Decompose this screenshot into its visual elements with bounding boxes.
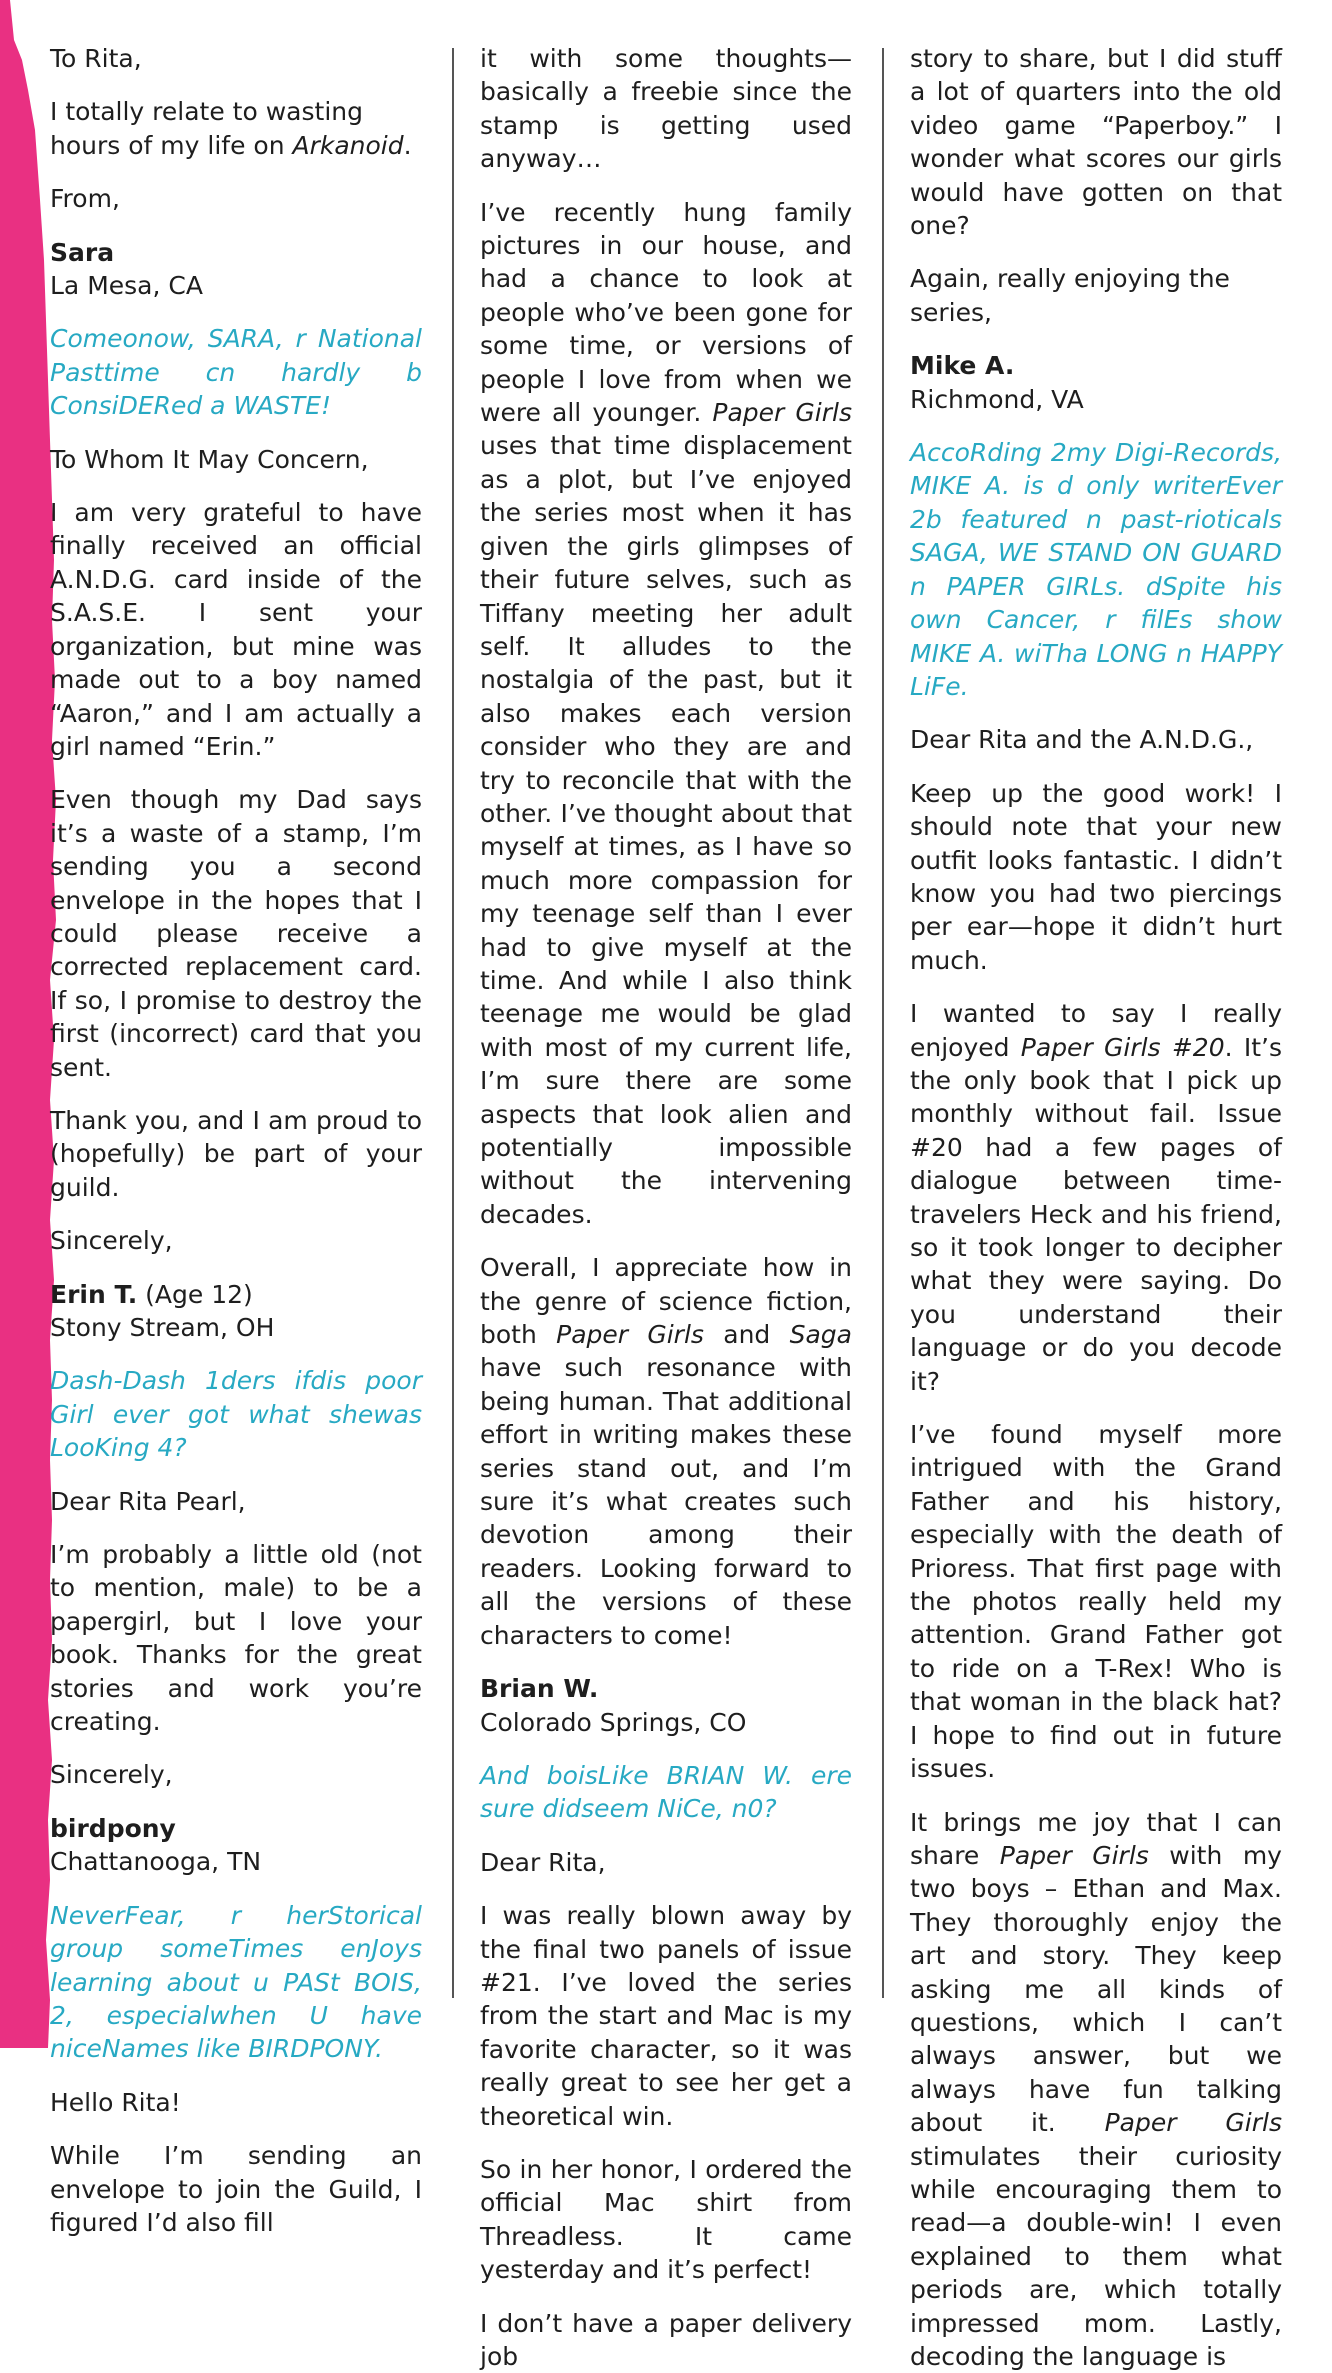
- author-line: [50, 1278, 422, 1311]
- salutation: Dear Rita Pearl,: [50, 1485, 422, 1518]
- signature: [50, 236, 422, 303]
- letter-paragraph: it with some thoughts—basically a freebie since the stamp is getting used anyway…: [480, 42, 852, 176]
- closing: From,: [50, 182, 422, 215]
- reply-text: NeverFear, r herStorical group someTimes enJoys learning about u PASt BOIS, 2, especialwhen U have niceNames like BIRDPONY.: [50, 1899, 422, 2066]
- letter-paragraph: It brings me joy that I can share Paper Girls with my two boys – Ethan and Max. They thoroughly enjoy the art and story. They keep asking me all kinds of questions, which I can’t always answer, but we always have fun talking about it. Paper Girls stimulates their curiosity while encouraging them to read—a double-win! I even explained to them what periods are, which totally impressed mom. Lastly, decoding the language is: [910, 1806, 1282, 2373]
- letter-paragraph: Thank you, and I am proud to (hopefully) be part of your guild.: [50, 1104, 422, 1204]
- salutation: Hello Rita!: [50, 2086, 422, 2119]
- letter-paragraph: Keep up the good work! I should note that your new outfit looks fantastic. I didn’t know you had two piercings per ear—hope it didn’t hurt much.: [910, 777, 1282, 977]
- author-name: birdpony: [50, 1812, 422, 1845]
- letter-paragraph: I’ve recently hung family pictures in our house, and had a chance to look at people who’ve been gone for some time, or versions of people I love from when we were all younger. Paper Girls uses that time displacement as a plot, but I’ve enjoyed the series most when it has given the girls glimpses of their future selves, such as Tiffany meeting her adult self. It alludes to the nostalgia of the past, but it also makes each version consider who they are and try to reconcile that with the other. I’ve thought about that myself at times, as I have so much more compassion for my teenage self than I ever had to give myself at the time. And while I also think teenage me would be glad with most of my current life, I’m sure there are some aspects that look alien and potentially impossible without the intervening decades.: [480, 196, 852, 1232]
- reply-text: Comeonow, SARA, r National Pasttime cn hardly b ConsiDERed a WASTE!: [50, 322, 422, 422]
- column-divider-left: [452, 48, 454, 1998]
- author-location: La Mesa, CA: [50, 269, 422, 302]
- letter-paragraph: I’ve found myself more intrigued with the Grand Father and his history, especially with the death of Prioress. That first page with the photos really held my attention. Grand Father got to ride on a T-Rex! Who is that woman in the black hat? I hope to find out in future issues.: [910, 1418, 1282, 1785]
- reply-text: And boisLike BRIAN W. ere sure didseem NiCe, n0?: [480, 1759, 852, 1826]
- letter-paragraph: Even though my Dad says it’s a waste of a stamp, I’m sending you a second envelope in the hopes that I could please receive a corrected replacement card. If so, I promise to destroy the first (incorrect) card that you sent.: [50, 783, 422, 1084]
- letter-paragraph: I don’t have a paper delivery job: [480, 2307, 852, 2373]
- column-3: [910, 42, 1282, 2373]
- letter-paragraph: I am very grateful to have finally received an official A.N.D.G. card inside of the S.A.S.E. I sent your organization, but mine was made out to a boy named “Aaron,” and I am actually a girl named “Erin.”: [50, 496, 422, 763]
- letter-paragraph: I totally relate to wasting hours of my life on Arkanoid.: [50, 95, 422, 162]
- author-age: (Age 12): [137, 1280, 253, 1309]
- author-location: Stony Stream, OH: [50, 1311, 422, 1344]
- author-location: Richmond, VA: [910, 383, 1282, 416]
- torn-edge-shape: [0, 0, 56, 2048]
- column-1: [50, 42, 422, 2239]
- closing: Again, really enjoying the series,: [910, 262, 1282, 329]
- author-name: Mike A.: [910, 349, 1282, 382]
- signature: [910, 349, 1282, 416]
- reply-text: AccoRding 2my Digi-Records, MIKE A. is d only writerEver 2b featured n past-rioticals SAGA, WE STAND ON GUARD n PAPER GIRLs. dSpite his own Cancer, r filEs show MIKE A. wiTha LONG n HAPPY LiFe.: [910, 436, 1282, 703]
- letter-paragraph: So in her honor, I ordered the official Mac shirt from Threadless. It came yesterday and it’s perfect!: [480, 2153, 852, 2287]
- letter-paragraph: While I’m sending an envelope to join the Guild, I figured I’d also fill: [50, 2139, 422, 2239]
- column-2: [480, 42, 852, 2373]
- author-name: Erin T.: [50, 1280, 137, 1309]
- author-location: Colorado Springs, CO: [480, 1706, 852, 1739]
- letter-paragraph: Overall, I appreciate how in the genre of science fiction, both Paper Girls and Saga have such resonance with being human. That additional effort in writing makes these series stand out, and I’m sure it’s what creates such devotion among their readers. Looking forward to all the versions of these characters to come!: [480, 1251, 852, 1652]
- signature: [50, 1278, 422, 1345]
- salutation: To Whom It May Concern,: [50, 443, 422, 476]
- letter-paragraph: I was really blown away by the final two panels of issue #21. I’ve loved the series from the start and Mac is my favorite character, so it was really great to see her get a theoretical win.: [480, 1899, 852, 2133]
- closing: Sincerely,: [50, 1758, 422, 1791]
- salutation: To Rita,: [50, 42, 422, 75]
- salutation: Dear Rita and the A.N.D.G.,: [910, 723, 1282, 756]
- author-name: Sara: [50, 236, 422, 269]
- author-name: Brian W.: [480, 1672, 852, 1705]
- author-location: Chattanooga, TN: [50, 1845, 422, 1878]
- signature: [50, 1812, 422, 1879]
- closing: Sincerely,: [50, 1224, 422, 1257]
- signature: [480, 1672, 852, 1739]
- letter-paragraph: story to share, but I did stuff a lot of quarters into the old video game “Paperboy.” I wonder what scores our girls would have gotten on that one?: [910, 42, 1282, 242]
- salutation: Dear Rita,: [480, 1846, 852, 1879]
- letter-paragraph: I’m probably a little old (not to mention, male) to be a papergirl, but I love your book. Thanks for the great stories and work you’re creating.: [50, 1538, 422, 1738]
- column-divider-right: [882, 48, 884, 1998]
- reply-text: Dash-Dash 1ders ifdis poor Girl ever got what shewas LooKing 4?: [50, 1364, 422, 1464]
- letter-paragraph: I wanted to say I really enjoyed Paper Girls #20. It’s the only book that I pick up monthly without fail. Issue #20 had a few pages of dialogue between time-travelers Heck and his friend, so it took longer to decipher what they were saying. Do you understand their language or do you decode it?: [910, 997, 1282, 1398]
